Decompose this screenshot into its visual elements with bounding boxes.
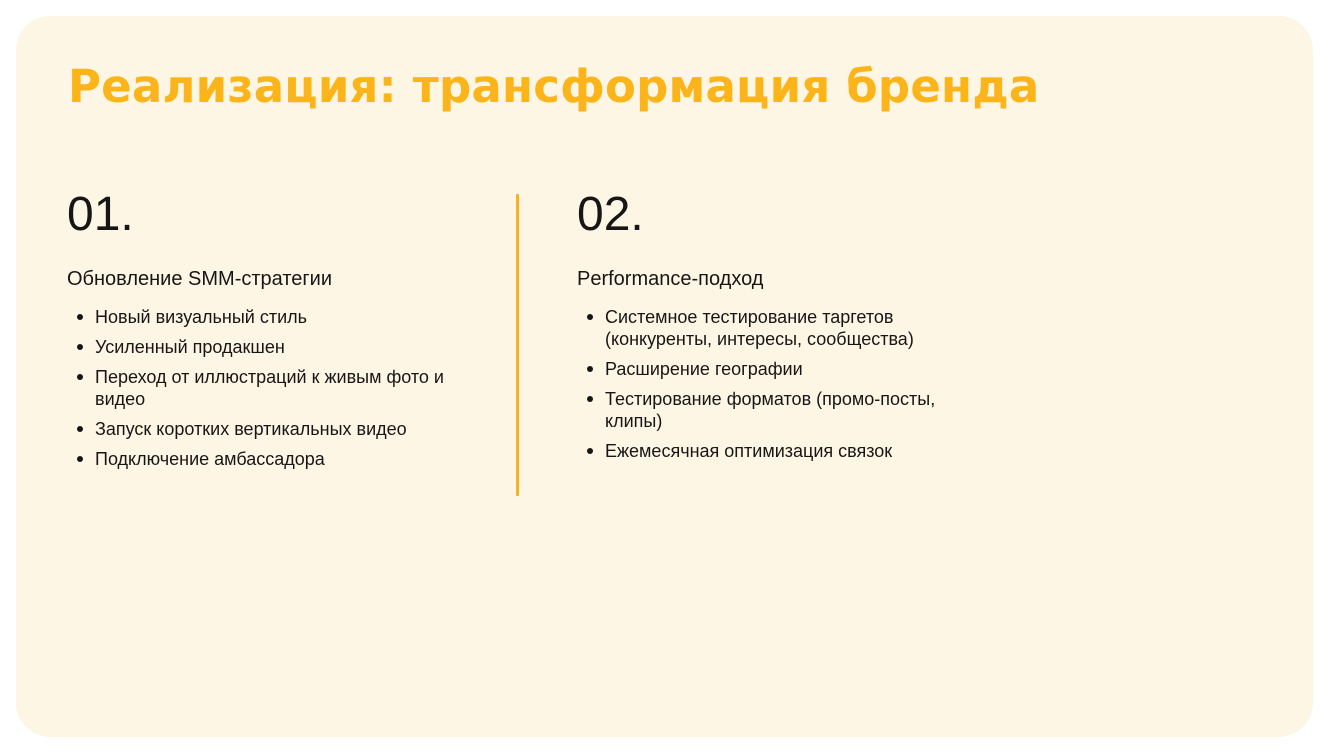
list-item [67, 336, 467, 358]
list-item-text: Подключение амбассадора [95, 449, 325, 469]
list-item [577, 306, 977, 350]
column-divider [516, 194, 519, 496]
column-number: 02. [577, 188, 644, 241]
column-heading: Performance-подход [577, 268, 764, 290]
list-item [67, 306, 467, 328]
list-item [67, 448, 467, 470]
bullet-dot-icon [77, 344, 83, 350]
bullet-dot-icon [587, 448, 593, 454]
bullet-dot-icon [77, 456, 83, 462]
list-item-text: Ежемесячная оптимизация связок [605, 441, 893, 461]
list-item-text: Системное тестирование таргетов (конкуренты, интересы, сообщества) [605, 307, 914, 349]
column-heading: Обновление SMM-стратегии [67, 268, 333, 290]
list-item-text: Переход от иллюстраций к живым фото и видео [95, 367, 444, 409]
bullet-dot-icon [77, 314, 83, 320]
list-item-text: Новый визуальный стиль [95, 307, 308, 327]
bullet-dot-icon [77, 374, 83, 380]
column-smm-strategy [67, 186, 467, 478]
bullet-dot-icon [587, 314, 593, 320]
list-item-text: Тестирование форматов (промо-посты, клипы) [605, 389, 936, 431]
bullet-dot-icon [587, 366, 593, 372]
slide [16, 16, 1313, 737]
slide-title: Реализация: трансформация бренда [68, 60, 1040, 113]
column-performance [577, 186, 977, 470]
bullet-list [577, 306, 977, 462]
bullet-dot-icon [77, 426, 83, 432]
list-item [577, 388, 977, 432]
list-item [577, 440, 977, 462]
bullet-list [67, 306, 467, 470]
column-number: 01. [67, 188, 134, 241]
bullet-dot-icon [587, 396, 593, 402]
list-item-text: Усиленный продакшен [95, 337, 285, 357]
list-item [67, 418, 467, 440]
list-item-text: Расширение географии [605, 359, 803, 379]
list-item-text: Запуск коротких вертикальных видео [95, 419, 407, 439]
list-item [67, 366, 467, 410]
list-item [577, 358, 977, 380]
